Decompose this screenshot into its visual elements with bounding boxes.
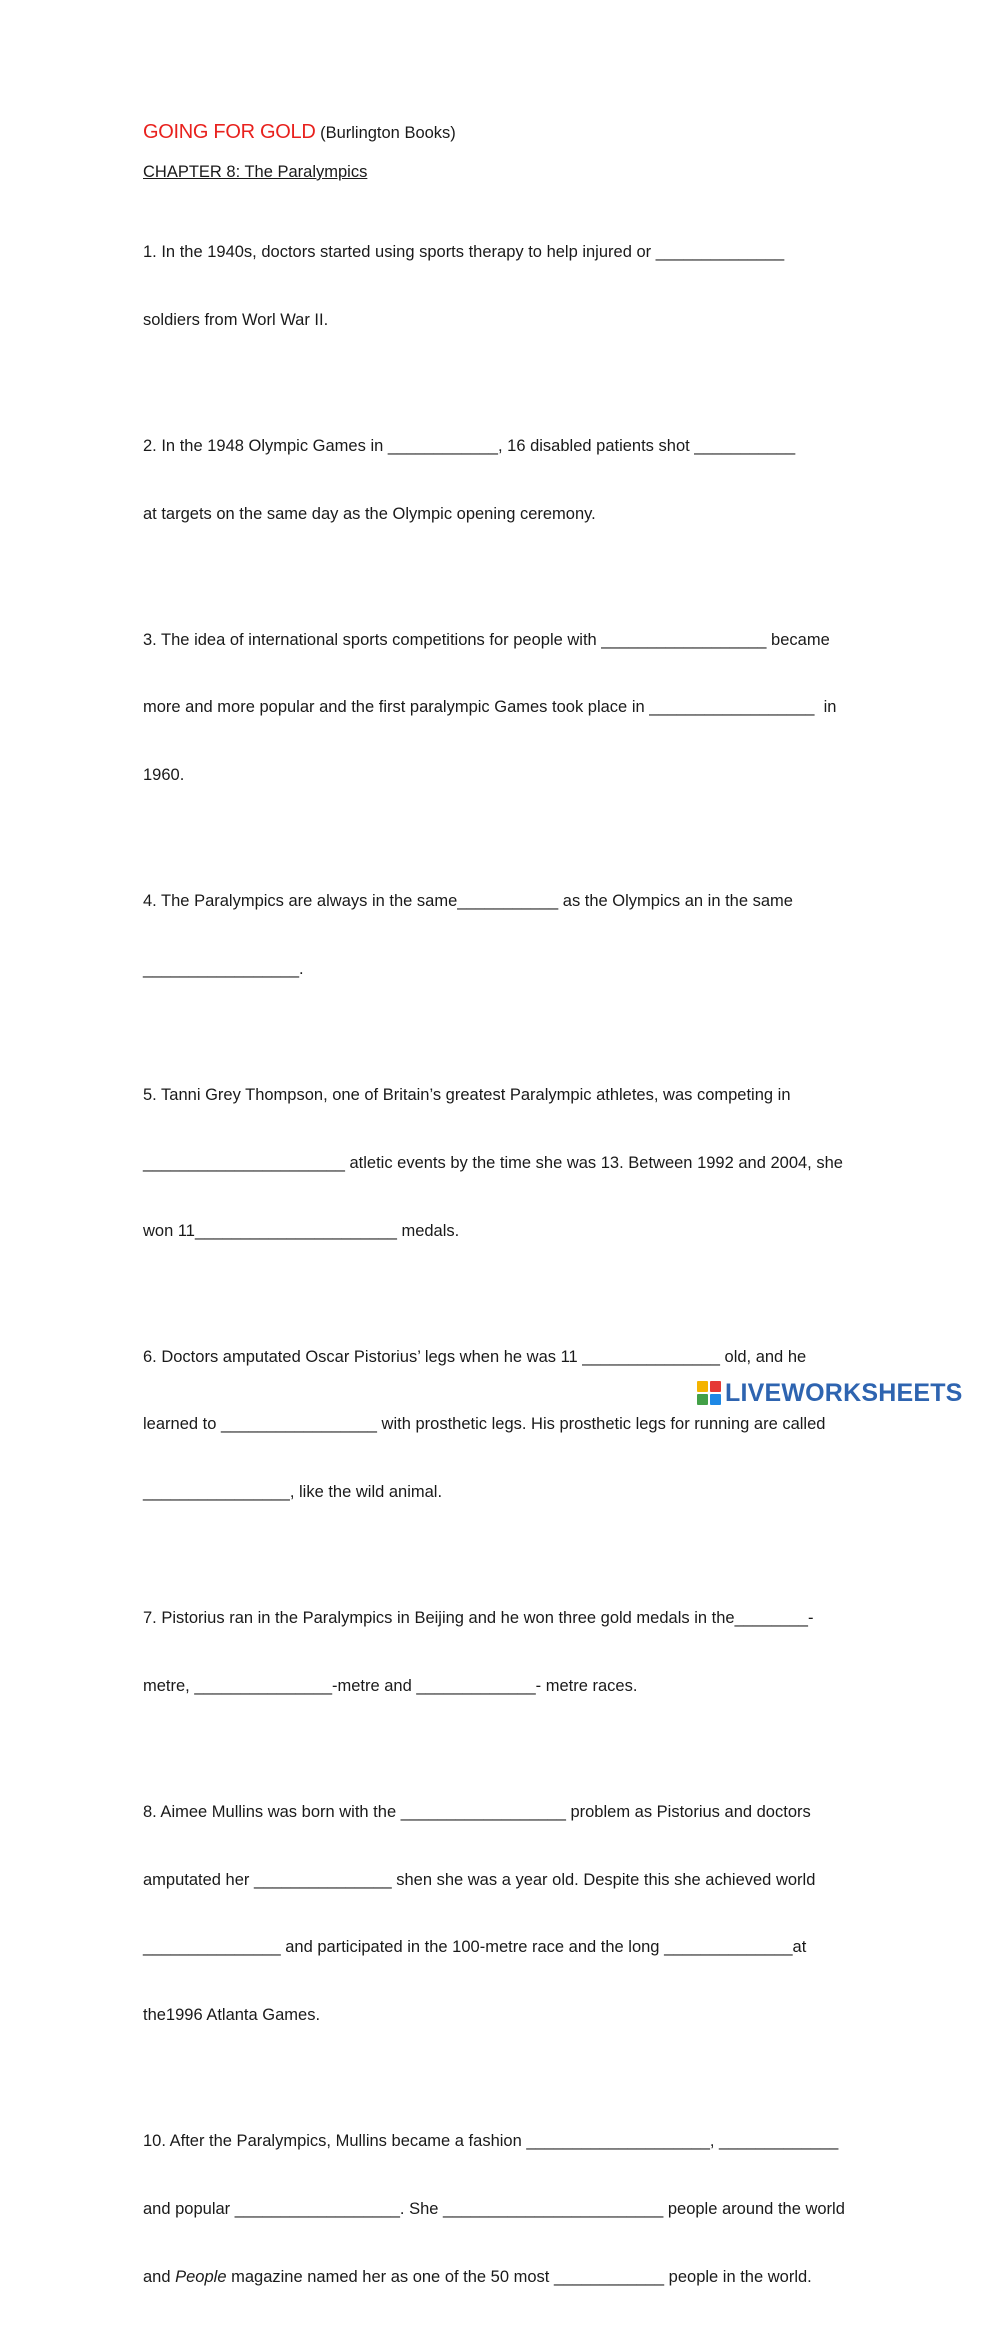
question-line: soldiers from Worl War II. [143, 310, 329, 329]
question-6 [143, 1300, 903, 1549]
logo-block [710, 1381, 721, 1392]
question-line: 6. Doctors amputated Oscar Pistorius’ legs when he was 11 _______________ old, and he [143, 1347, 807, 1366]
question-text: magazine named her as one of the 50 most ____________ people in the world. [226, 2267, 812, 2286]
question-line: ______________________ atletic events by the time she was 13. Between 1992 and 2004, she [143, 1153, 843, 1172]
question-line: amputated her _______________ shen she was a year old. Despite this she achieved world [143, 1870, 816, 1889]
question-line: 1960. [143, 766, 185, 785]
question-line: _______________ and participated in the 100-metre race and the long ______________at [143, 1938, 807, 1957]
question-2 [143, 390, 903, 571]
logo-blocks-icon [697, 1381, 721, 1405]
question-line: 1. In the 1940s, doctors started using sports therapy to help injured or ______________ [143, 243, 785, 262]
question-line [143, 2266, 903, 2289]
question-line: _________________. [143, 960, 304, 978]
question-line: 10. After the Paralympics, Mullins became a fashion ____________________, _____________ [143, 2132, 839, 2151]
question-line: won 11______________________ medals. [143, 1221, 460, 1240]
question-10 [143, 2085, 903, 2334]
question-line: learned to _________________ with prosthetic legs. His prosthetic legs for running are called [143, 1415, 826, 1434]
worksheet-page [143, 118, 903, 2346]
question-7 [143, 1562, 903, 1743]
worksheet-title: GOING FOR GOLD [143, 121, 316, 143]
magazine-name: People [175, 2267, 227, 2286]
question-5 [143, 1039, 903, 1288]
question-list [143, 196, 903, 2333]
logo-block [697, 1381, 708, 1392]
question-8 [143, 1756, 903, 2072]
question-line: more and more popular and the first paralympic Games took place in __________________ in [143, 698, 837, 717]
worksheet-header [143, 118, 903, 148]
chapter-heading: CHAPTER 8: The Paralympics [143, 163, 368, 181]
question-line: and popular __________________. She ________________________ people around the world [143, 2199, 845, 2218]
question-line: ________________, like the wild animal. [143, 1483, 443, 1502]
question-text: and [143, 2267, 176, 2286]
question-3 [143, 584, 903, 833]
question-line: at targets on the same day as the Olympic opening ceremony. [143, 504, 596, 523]
logo-block [697, 1394, 708, 1405]
question-4 [143, 845, 903, 1026]
logo-block [710, 1394, 721, 1405]
logo-text: LIVEWORKSHEETS [725, 1378, 963, 1407]
question-line: 8. Aimee Mullins was born with the __________________ problem as Pistorius and doctors [143, 1802, 811, 1821]
question-line: 3. The idea of international sports competitions for people with __________________ became [143, 630, 830, 649]
question-line: 5. Tanni Grey Thompson, one of Britain’s greatest Paralympic athletes, was competing in [143, 1085, 791, 1104]
question-1 [143, 196, 903, 377]
liveworksheets-logo [697, 1378, 963, 1408]
question-line: 7. Pistorius ran in the Paralympics in Beijing and he won three gold medals in the________- [143, 1609, 814, 1628]
question-line: 2. In the 1948 Olympic Games in ____________, 16 disabled patients shot ___________ [143, 436, 796, 455]
question-line: metre, _______________-metre and _____________- metre races. [143, 1676, 638, 1695]
question-line: 4. The Paralympics are always in the same___________ as the Olympics an in the same [143, 892, 793, 911]
worksheet-subtitle: (Burlington Books) [315, 124, 456, 142]
question-line: the1996 Atlanta Games. [143, 2006, 321, 2025]
